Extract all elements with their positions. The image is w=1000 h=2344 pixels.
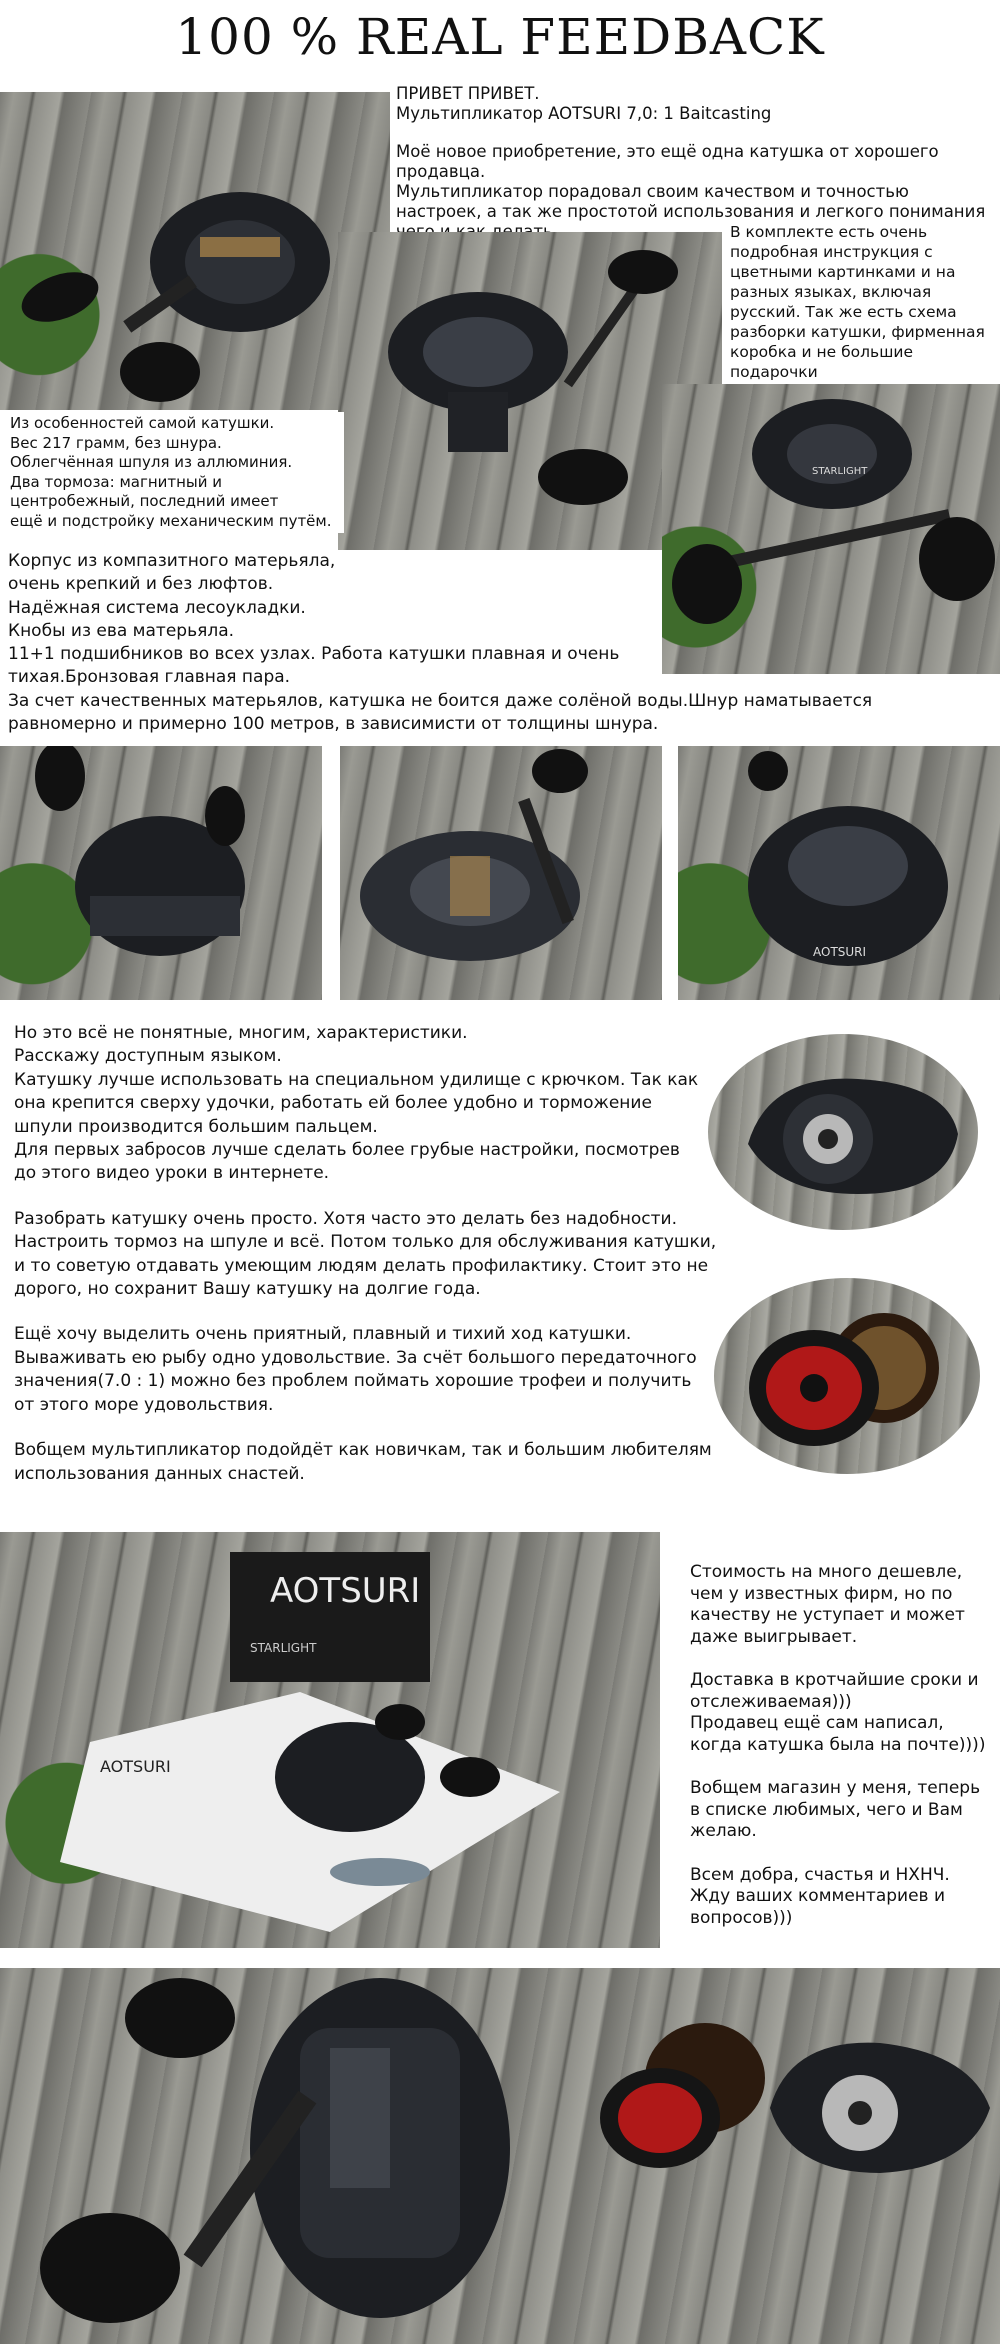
text-line: Вываживать ею рыбу одно удовольствие. За счёт большого передаточного — [14, 1347, 697, 1368]
photo-reel-row-2 — [340, 746, 662, 1000]
side-plate-icon — [708, 1034, 978, 1230]
section2-text — [14, 1022, 724, 1508]
body-line: Кнобы из ева матерьяла. — [8, 620, 235, 641]
photo-reel-top-left — [0, 92, 390, 410]
photo-reel-row-1 — [0, 746, 322, 1000]
text-line: от этого море удовольствия. — [14, 1394, 274, 1415]
photo-side-plate — [708, 1034, 978, 1230]
feature-line: Вес 217 грамм, без шнура. — [10, 433, 222, 452]
section3-para4: Вобщем магазин у меня, теперь в списке любимых, чего и Вам желаю. — [690, 1778, 981, 1841]
section2-para3 — [14, 1323, 724, 1417]
intro-line1: ПРИВЕТ ПРИВЕТ. — [396, 84, 540, 103]
text-line: Катушку лучше использовать на специальном удилище с крючком. Так как — [14, 1069, 699, 1090]
body-text — [8, 550, 988, 736]
text-line: дорого, но сохранит Вашу катушку на долгие года. — [14, 1279, 481, 1300]
text-line: Настроить тормоз на шпуле и всё. Потом только для обслуживания катушки, — [14, 1232, 717, 1253]
section2-para1 — [14, 1022, 724, 1186]
text-line: значения(7.0 : 1) можно без проблем поймать хорошие трофеи и получить — [14, 1371, 692, 1392]
section3-para3: Продавец ещё сам написал, когда катушка была на почте)))) — [690, 1713, 986, 1755]
text-line: шпули производится большим пальцем. — [14, 1116, 378, 1137]
photo-box-and-manual — [0, 1532, 660, 1948]
kit-text: В комплекте есть очень подробная инструкция с цветными картинками и на разных языках, включая русский. Так же есть схема разборки катушки, фирменная коробка и не большие подарочки — [730, 222, 994, 382]
box-model: STARLIGHT — [250, 1641, 317, 1655]
body-line: Надёжная система лесоукладки. — [8, 597, 306, 618]
reel-icon — [678, 746, 1000, 1000]
reel-parts-illustration — [0, 1968, 1000, 2344]
section3-para2: Доставка в кротчайшие сроки и отслеживаемая))) — [690, 1670, 979, 1712]
feature-line: Два тормоза: магнитный и — [10, 472, 223, 491]
feature-line: ещё и подстройку механическим путём. — [10, 511, 332, 530]
body-line: 11+1 подшибников во всех узлах. Работа катушки плавная и очень — [8, 644, 620, 665]
intro-para1: Моё новое приобретение, это ещё одна катушка от хорошего продавца. — [396, 142, 939, 181]
box-manual-illustration — [0, 1532, 660, 1948]
intro-para2: Мультипликатор порадовал своим качеством и точностью настроек, а так же простотой использования и легкого понимания — [396, 182, 986, 221]
page-title: 100 % REAL FEEDBACK — [175, 8, 825, 66]
text-line: она крепится сверху удочки, работать ей более удобно и торможение — [14, 1093, 652, 1114]
feature-line: центробежный, последний имеет — [10, 492, 279, 510]
text-line: Но это всё не понятные, многим, характеристики. — [14, 1023, 468, 1043]
intro-text — [396, 84, 996, 242]
section3-text — [690, 1562, 990, 1929]
text-line: до этого видео уроки в интернете. — [14, 1163, 330, 1184]
body-line: Корпус из компазитного матерьяла, — [8, 551, 336, 571]
text-line: Ещё хочу выделить очень приятный, плавный и тихий ход катушки. — [14, 1324, 632, 1345]
text-line: Расскажу доступным языком. — [14, 1046, 282, 1067]
reel-brand-label: AOTSURI — [813, 945, 867, 959]
photo-reel-row-3 — [678, 746, 1000, 1000]
body-line: очень крепкий и без люфтов. — [8, 574, 274, 595]
spool-icon — [714, 1278, 980, 1474]
text-line: и то советую отдавать умеющим людям делать профилактику. Стоит это не — [14, 1255, 709, 1276]
text-line: использования данных снастей. — [14, 1463, 305, 1484]
section3-para1: Стоимость на много дешевле, чем у известных фирм, но по качеству не уступает и может даже выигрывает. — [690, 1562, 965, 1647]
photo-spool — [714, 1278, 980, 1474]
reel-model-label: STARLIGHT — [812, 466, 868, 477]
section2-para4 — [14, 1439, 724, 1486]
feature-line: Из особенностей самой катушки. — [10, 414, 275, 432]
body-line: тихая.Бронзовая главная пара. — [8, 667, 291, 688]
feature-line: Облегчённая шпуля из аллюминия. — [10, 453, 293, 471]
manual-logo: AOTSURI — [100, 1757, 171, 1776]
photo-bottom-reel-and-parts — [0, 1968, 1000, 2344]
text-line: Вобщем мультипликатор подойдёт как новичкам, так и большим любителям — [14, 1440, 712, 1461]
body-line: равномерно и примерно 100 метров, в зависимисти от толщины шнура. — [8, 714, 659, 735]
section3-para5: Всем добра, счастья и НХНЧ. Жду ваших комментариев и вопросов))) — [690, 1864, 950, 1928]
section2-para2 — [14, 1208, 724, 1302]
intro-line2: Мультипликатор AOTSURI 7,0: 1 Baitcasting — [396, 104, 772, 123]
features-text — [8, 412, 344, 533]
body-line: За счет качественных матерьялов, катушка не боится даже солёной воды.Шнур наматывается — [8, 690, 873, 711]
text-line: Разобрать катушку очень просто. Хотя часто это делать без надобности. — [14, 1208, 677, 1229]
reel-icon — [0, 746, 322, 1000]
reel-icon — [0, 92, 390, 410]
reel-icon — [340, 746, 662, 1000]
text-line: Для первых забросов лучше сделать более грубые настройки, посмотрев — [14, 1140, 680, 1161]
box-logo: AOTSURI — [270, 1571, 421, 1611]
